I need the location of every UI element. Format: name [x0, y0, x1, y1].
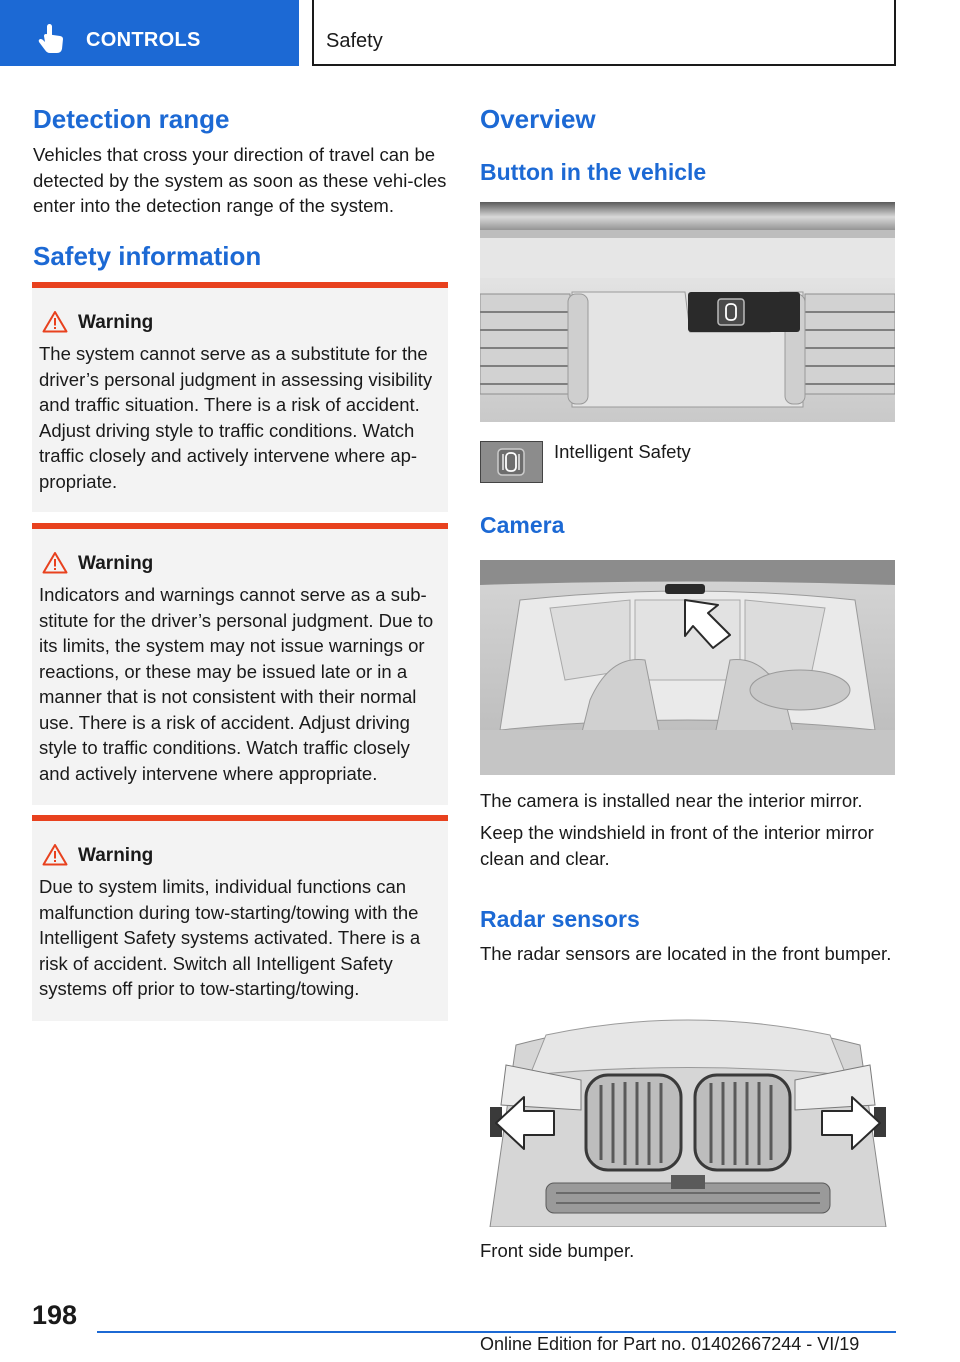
car-shield-icon — [481, 442, 542, 482]
chapter-tab[interactable] — [0, 0, 299, 66]
warning-box-3 — [32, 815, 448, 1021]
safety-information-heading: Safety information — [33, 241, 262, 271]
button-in-vehicle-heading: Button in the vehicle — [480, 159, 707, 185]
warning-box-2 — [32, 523, 448, 805]
detection-range-text: Vehicles that cross your direction of travel can be detected by the system as soon as these vehi‐cles enter into the detection range of the system. — [33, 144, 447, 216]
section-header — [312, 0, 896, 66]
warning-title: Warning — [78, 312, 154, 333]
footer-divider — [97, 1331, 896, 1333]
car-front-illustration — [486, 1005, 890, 1227]
radar-sensors-text: The radar sensors are located in the front bumper. — [480, 943, 892, 964]
camera-text-1: The camera is installed near the interior mirror. — [480, 790, 863, 811]
overview-heading: Overview — [480, 104, 596, 134]
warning-text: The system cannot serve as a substitute for the driver’s personal judgment in assessing visibility and traffic situation. There is a risk of accident. Adjust driving style to traffic conditions. Watch traffic closely and actively intervene where ap‐propriate. — [39, 343, 433, 492]
warning-triangle-icon — [42, 310, 68, 333]
warning-triangle-icon — [42, 843, 68, 866]
intelligent-safety-label: Intelligent Safety — [554, 441, 691, 462]
section-label: Safety — [326, 30, 383, 52]
warning-title: Warning — [78, 553, 154, 574]
front-bumper-image — [486, 1005, 890, 1227]
edition-text: Online Edition for Part no. 01402667244 - VI/19 — [480, 1334, 860, 1354]
camera-interior-image — [480, 560, 895, 775]
warning-box-1 — [32, 282, 448, 512]
camera-heading: Camera — [480, 512, 565, 538]
detection-range-heading: Detection range — [33, 104, 230, 134]
warning-text: Indicators and warnings cannot serve as a sub‐stitute for the driver’s personal judgment. Due to its limits, the system may not issue warnings or reactions, or these may be issued late or in a manner that is not consistent with their normal use. There is a risk of accident. Adjust driving style to traffic conditions. Watch traffic closely and actively intervene where appropriate. — [39, 584, 434, 784]
car-interior-illustration — [480, 560, 895, 775]
camera-text-2: Keep the windshield in front of the interior mirror clean and clear. — [480, 822, 874, 869]
radar-sensors-heading: Radar sensors — [480, 906, 640, 932]
dashboard-illustration — [480, 202, 895, 422]
warning-title: Warning — [78, 845, 154, 866]
chapter-label: CONTROLS — [86, 29, 201, 51]
warning-text: Due to system limits, individual functions can malfunction during tow-starting/towing with the Intelligent Safety systems activated. There is a risk of accident. Switch all Intelligent Safety systems off prior to tow-starting/towing. — [39, 876, 421, 999]
dashboard-button-image — [480, 202, 895, 422]
hand-pointer-icon — [38, 24, 66, 54]
page-number: 198 — [32, 1300, 78, 1330]
warning-triangle-icon — [42, 551, 68, 574]
intelligent-safety-button-icon — [480, 441, 543, 483]
front-bumper-caption: Front side bumper. — [480, 1240, 635, 1261]
